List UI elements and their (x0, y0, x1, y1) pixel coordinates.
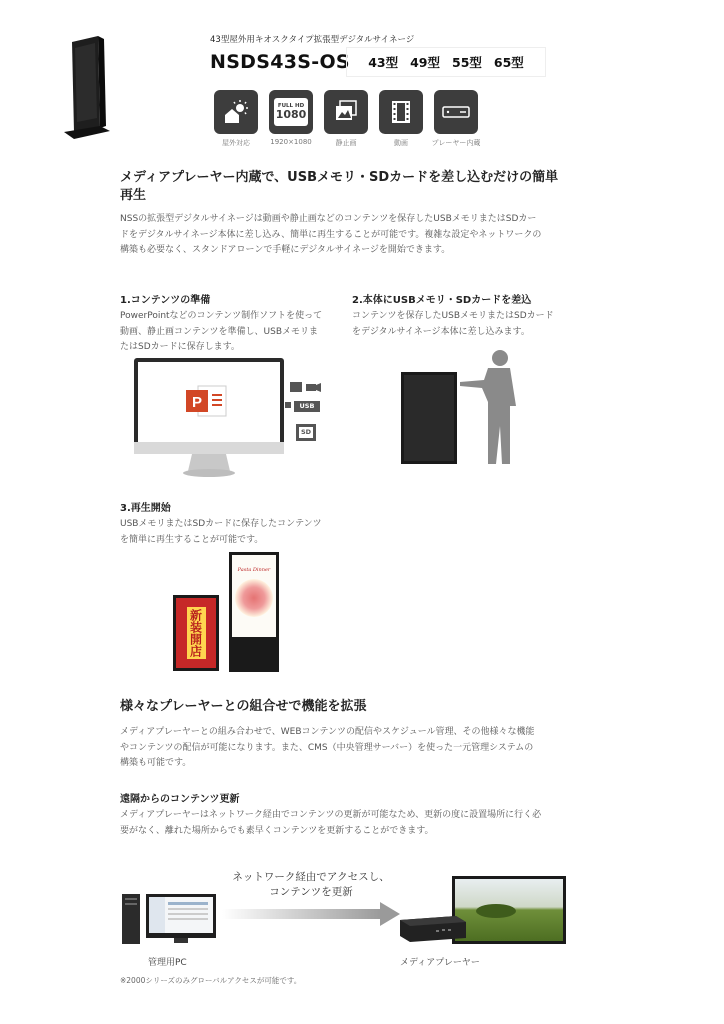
admin-pc-illustration (118, 890, 218, 946)
photo-icon (332, 98, 360, 126)
full-hd-icon: FULL HD 1080 (274, 98, 308, 126)
feature-outdoor (214, 90, 258, 148)
media-player-label: メディアプレーヤー (400, 958, 480, 968)
usb-icon: USB (294, 401, 320, 412)
signage-kiosk-menu: Pasta Dinner (229, 552, 279, 672)
remote-update-body: メディアプレーヤーはネットワーク経由でコンテンツの更新が可能なため、更新の度に設置場所に行く必 要がなく、離れた場所からでも素早くコンテンツを更新することができます。 (120, 810, 542, 836)
step1-title: 1.コンテンツの準備 (120, 295, 211, 306)
feature-still (324, 90, 368, 148)
film-icon (387, 98, 415, 126)
size-43: 43型 (368, 55, 399, 70)
remote-update-title: 遠隔からのコンテンツ更新 (120, 794, 240, 805)
player-icon (440, 98, 472, 126)
size-49: 49型 (410, 55, 440, 70)
step3-body: USBメモリまたはSDカードに保存したコンテンツ を簡単に再生することが可能です。 (120, 519, 322, 545)
product-subtitle: 43型屋外用キオスクタイプ拡張型デジタルサイネージ (210, 35, 415, 45)
feature-video (379, 90, 423, 148)
sale-poster: 新装開店 (187, 607, 206, 659)
section-title-expand: 様々なプレーヤーとの組合せで機能を拡張 (120, 699, 367, 714)
size-55: 55型 (452, 55, 482, 70)
signage-display-poster (173, 595, 219, 671)
media-player-illustration (396, 876, 568, 948)
footnote: ※2000シリーズのみグローバルアクセスが可能です。 (120, 976, 302, 985)
feature-label: 屋外対応 (222, 139, 250, 147)
feature-label: 静止画 (335, 139, 357, 147)
model-number: NSDS43S-OS (210, 51, 350, 73)
insert-illustration (398, 346, 524, 468)
feature-label: 1920×1080 (270, 138, 312, 146)
feature-player (431, 90, 481, 148)
monitor-illustration (130, 356, 330, 480)
update-arrow (222, 902, 402, 926)
size-options (346, 47, 546, 77)
feature-label: プレーヤー内蔵 (431, 139, 481, 147)
step3-title: 3.再生開始 (120, 503, 171, 514)
kiosk-product-image (62, 36, 112, 140)
feature-fullhd (269, 90, 313, 146)
section-body-expand: メディアプレーヤーとの組み合わせで、WEBコンテンツの配信やスケジュール管理、その他様々な機能 やコンテンツの配信が可能になります。また、CMS（中央管理サーバー）を使った一元管理システムの 構築も可能です。 (120, 727, 535, 768)
network-caption: ネットワーク経由でアクセスし、 コンテンツを更新 (232, 871, 390, 898)
feature-label: 動画 (394, 139, 408, 147)
admin-pc-label: 管理用PC (148, 958, 187, 968)
pasta-image (235, 579, 273, 617)
sd-card-icon: SD (296, 424, 316, 441)
powerpoint-icon (186, 386, 226, 416)
section-body-builtin-player: NSSの拡張型デジタルサイネージは動画や静止画などのコンテンツを保存したUSBメモリまたはSDカー ドをデジタルサイネージ本体に差し込み、簡単に再生することが可能です。複雑な設定やネットワークの 構築も必要なく、スタンドアローンで手軽にデジタルサイネージを開始できます。 (120, 214, 542, 255)
sun-house-icon (221, 97, 251, 127)
svg-text:P: P (192, 394, 203, 411)
section-title-builtin-player: メディアプレーヤー内蔵で、USBメモリ・SDカードを差し込むだけの簡単 再生 (120, 170, 559, 203)
person-silhouette (460, 350, 516, 464)
step2-body: コンテンツを保存したUSBメモリまたはSDカード をデジタルサイネージ本体に差し込みます。 (352, 311, 554, 337)
step1-body: PowerPointなどのコンテンツ制作ソフトを使って 動画、静止画コンテンツを準備し、USBメモリま たはSDカードに保存します。 (120, 311, 323, 352)
size-65: 65型 (493, 55, 524, 70)
step2-title: 2.本体にUSBメモリ・SDカードを差込 (352, 295, 532, 306)
